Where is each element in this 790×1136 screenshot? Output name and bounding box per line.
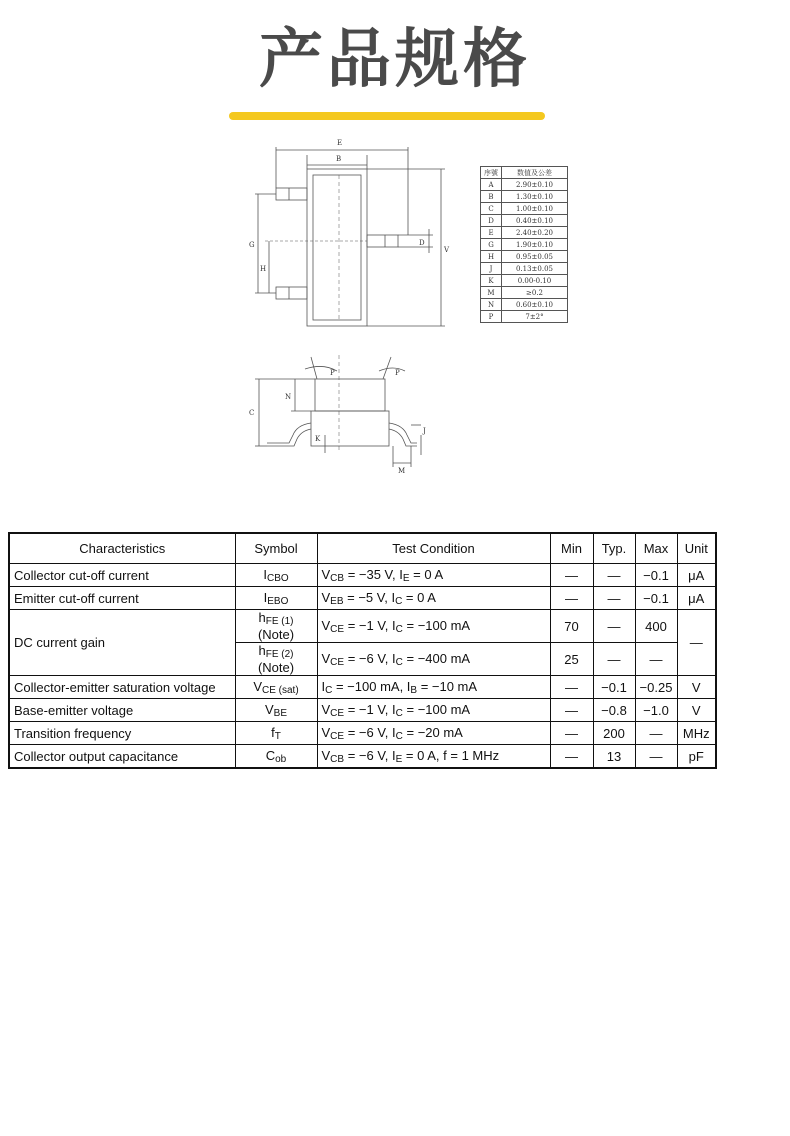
test-condition-cell: $V_{EB} = -5$ V, $I_C = 0$ A (317, 587, 550, 610)
dim-label-e: E (337, 139, 343, 147)
spec-row (9, 610, 716, 643)
dimension-code: C (481, 203, 502, 215)
symbol-subscript: CE (sat) (262, 684, 299, 696)
header-test-condition: Test Condition (317, 533, 550, 564)
dim-label-p-left: P (330, 369, 335, 377)
dim-label-b: B (336, 155, 342, 163)
dimension-value: 0.95±0.05 (502, 251, 568, 263)
test-condition-cell: $V_{CE} = -6$ V, $I_C = -400$ mA (317, 643, 550, 676)
min-cell: — (550, 745, 593, 769)
symbol-cell: $V_{CE (sat)}$ (235, 676, 317, 699)
typ-cell: — (593, 643, 635, 676)
condition-subscript: CE (330, 707, 345, 719)
dim-label-m: M (398, 467, 406, 475)
dimension-row (481, 239, 568, 251)
typ-cell: — (593, 564, 635, 587)
characteristic-cell: Collector output capacitance (9, 745, 235, 769)
dimension-code: J (481, 263, 502, 275)
spec-row (9, 676, 716, 699)
dim-label-c: C (249, 409, 255, 417)
characteristic-cell: Transition frequency (9, 722, 235, 745)
header-unit: Unit (677, 533, 716, 564)
spec-row (9, 722, 716, 745)
symbol-subscript: FE (2) (265, 649, 294, 660)
dimension-code: M (481, 287, 502, 299)
dimension-code: A (481, 179, 502, 191)
condition-subscript: C (395, 623, 403, 635)
max-cell: −0.1 (635, 564, 677, 587)
max-cell: — (635, 643, 677, 676)
min-cell: — (550, 676, 593, 699)
dim-label-p-right: P (395, 369, 400, 377)
test-condition-cell: $V_{CE} = -1$ V, $I_C = -100$ mA (317, 699, 550, 722)
spec-row (9, 745, 716, 769)
symbol-cell: $h_{FE (1)}$ (Note) (235, 610, 317, 643)
min-cell: 25 (550, 643, 593, 676)
symbol-subscript: FE (1) (265, 616, 294, 627)
header-typ: Typ. (593, 533, 635, 564)
characteristic-cell: Base-emitter voltage (9, 699, 235, 722)
condition-subscript: C (395, 656, 403, 668)
dimension-value: 0.40±0.10 (502, 215, 568, 227)
symbol-subscript: T (274, 730, 281, 742)
dimension-code: H (481, 251, 502, 263)
header-min: Min (550, 533, 593, 564)
spec-row (9, 699, 716, 722)
dimension-row (481, 251, 568, 263)
test-condition-cell: $V_{CB} = -35$ V, $I_E = 0$ A (317, 564, 550, 587)
symbol-cell: $f_T$ (235, 722, 317, 745)
symbol-cell: $I_{CBO}$ (235, 564, 317, 587)
dimension-header-value: 数值及公差 (502, 167, 568, 179)
dimension-row (481, 179, 568, 191)
condition-subscript: CE (330, 623, 345, 635)
dimension-header-code: 序號 (481, 167, 502, 179)
max-cell: −0.1 (635, 587, 677, 610)
page-title: 产品规格 (259, 23, 531, 97)
symbol-subscript: ob (275, 753, 287, 765)
max-cell: −1.0 (635, 699, 677, 722)
characteristic-cell: DC current gain (9, 610, 235, 676)
spec-header-row (9, 533, 716, 564)
max-cell: −0.25 (635, 676, 677, 699)
electrical-characteristics-table (8, 532, 717, 769)
condition-subscript: C (395, 730, 403, 742)
symbol-cell: $h_{FE (2)}$ (Note) (235, 643, 317, 676)
dimension-code: B (481, 191, 502, 203)
dimension-value: 7±2° (502, 311, 568, 323)
dimension-row (481, 311, 568, 323)
unit-cell: V (677, 676, 716, 699)
spec-table-body (9, 564, 716, 769)
condition-subscript: C (395, 707, 403, 719)
dimension-row (481, 227, 568, 239)
dimension-value: 1.30±0.10 (502, 191, 568, 203)
dimension-code: G (481, 239, 502, 251)
max-cell: — (635, 722, 677, 745)
symbol-subscript: BE (273, 707, 287, 719)
dimension-row (481, 287, 568, 299)
test-condition-cell: $V_{CB} = -6$ V, $I_E = 0$ A, f = 1 MHz (317, 745, 550, 769)
unit-cell: V (677, 699, 716, 722)
dim-label-d: D (419, 239, 425, 247)
dim-label-v: V (444, 246, 450, 254)
max-cell: 400 (635, 610, 677, 643)
unit-cell: — (677, 610, 716, 676)
dimension-row (481, 263, 568, 275)
dimension-value: ≥0.2 (502, 287, 568, 299)
title-underline (229, 112, 545, 120)
dimension-value: 2.40±0.20 (502, 227, 568, 239)
dimension-value: 1.90±0.10 (502, 239, 568, 251)
dimension-value: 0.00-0.10 (502, 275, 568, 287)
dimension-code: K (481, 275, 502, 287)
spec-row (9, 564, 716, 587)
unit-cell: μA (677, 564, 716, 587)
header-symbol: Symbol (235, 533, 317, 564)
dimension-header-row (481, 167, 568, 179)
typ-cell: 200 (593, 722, 635, 745)
min-cell: 70 (550, 610, 593, 643)
spec-row (9, 587, 716, 610)
dimension-code: D (481, 215, 502, 227)
dimension-row (481, 215, 568, 227)
symbol-subscript: CBO (266, 572, 289, 584)
min-cell: — (550, 699, 593, 722)
header-max: Max (635, 533, 677, 564)
dim-label-j: J (423, 427, 426, 435)
test-condition-cell: $I_C = -100$ mA, $I_B = -10$ mA (317, 676, 550, 699)
test-condition-cell: $V_{CE} = -6$ V, $I_C = -20$ mA (317, 722, 550, 745)
condition-subscript: C (325, 684, 333, 696)
condition-subscript: E (402, 572, 410, 584)
characteristic-cell: Collector-emitter saturation voltage (9, 676, 235, 699)
condition-subscript: EB (330, 595, 344, 607)
min-cell: — (550, 722, 593, 745)
condition-subscript: B (410, 684, 418, 696)
unit-cell: MHz (677, 722, 716, 745)
symbol-cell: $C_{ob}$ (235, 745, 317, 769)
dimension-row (481, 299, 568, 311)
dimension-row (481, 275, 568, 287)
dimension-value: 0.60±0.10 (502, 299, 568, 311)
dim-label-h: H (260, 265, 267, 273)
dim-label-n: N (285, 393, 292, 401)
dimension-value: 1.00±0.10 (502, 203, 568, 215)
test-condition-cell: $V_{CE} = -1$ V, $I_C = -100$ mA (317, 610, 550, 643)
condition-subscript: E (395, 753, 403, 765)
min-cell: — (550, 587, 593, 610)
unit-cell: μA (677, 587, 716, 610)
dim-label-k: K (315, 435, 321, 443)
unit-cell: pF (677, 745, 716, 769)
header-characteristics: Characteristics (9, 533, 235, 564)
dimension-table-body (481, 179, 568, 323)
condition-subscript: CE (330, 730, 345, 742)
typ-cell: — (593, 587, 635, 610)
max-cell: — (635, 745, 677, 769)
dimension-row (481, 191, 568, 203)
condition-subscript: CB (330, 753, 345, 765)
characteristic-cell: Emitter cut-off current (9, 587, 235, 610)
condition-subscript: C (395, 595, 403, 607)
min-cell: — (550, 564, 593, 587)
dimension-code: P (481, 311, 502, 323)
typ-cell: −0.1 (593, 676, 635, 699)
symbol-cell: $V_{BE}$ (235, 699, 317, 722)
dimension-value: 2.90±0.10 (502, 179, 568, 191)
typ-cell: — (593, 610, 635, 643)
typ-cell: −0.8 (593, 699, 635, 722)
symbol-cell: $I_{EBO}$ (235, 587, 317, 610)
dimension-code: N (481, 299, 502, 311)
dimension-value: 0.13±0.05 (502, 263, 568, 275)
typ-cell: 13 (593, 745, 635, 769)
characteristic-cell: Collector cut-off current (9, 564, 235, 587)
symbol-subscript: EBO (267, 595, 289, 607)
dimension-table (480, 166, 568, 323)
condition-subscript: CE (330, 656, 345, 668)
dimension-code: E (481, 227, 502, 239)
condition-subscript: CB (330, 572, 345, 584)
dimension-row (481, 203, 568, 215)
dim-label-g: G (249, 241, 255, 249)
